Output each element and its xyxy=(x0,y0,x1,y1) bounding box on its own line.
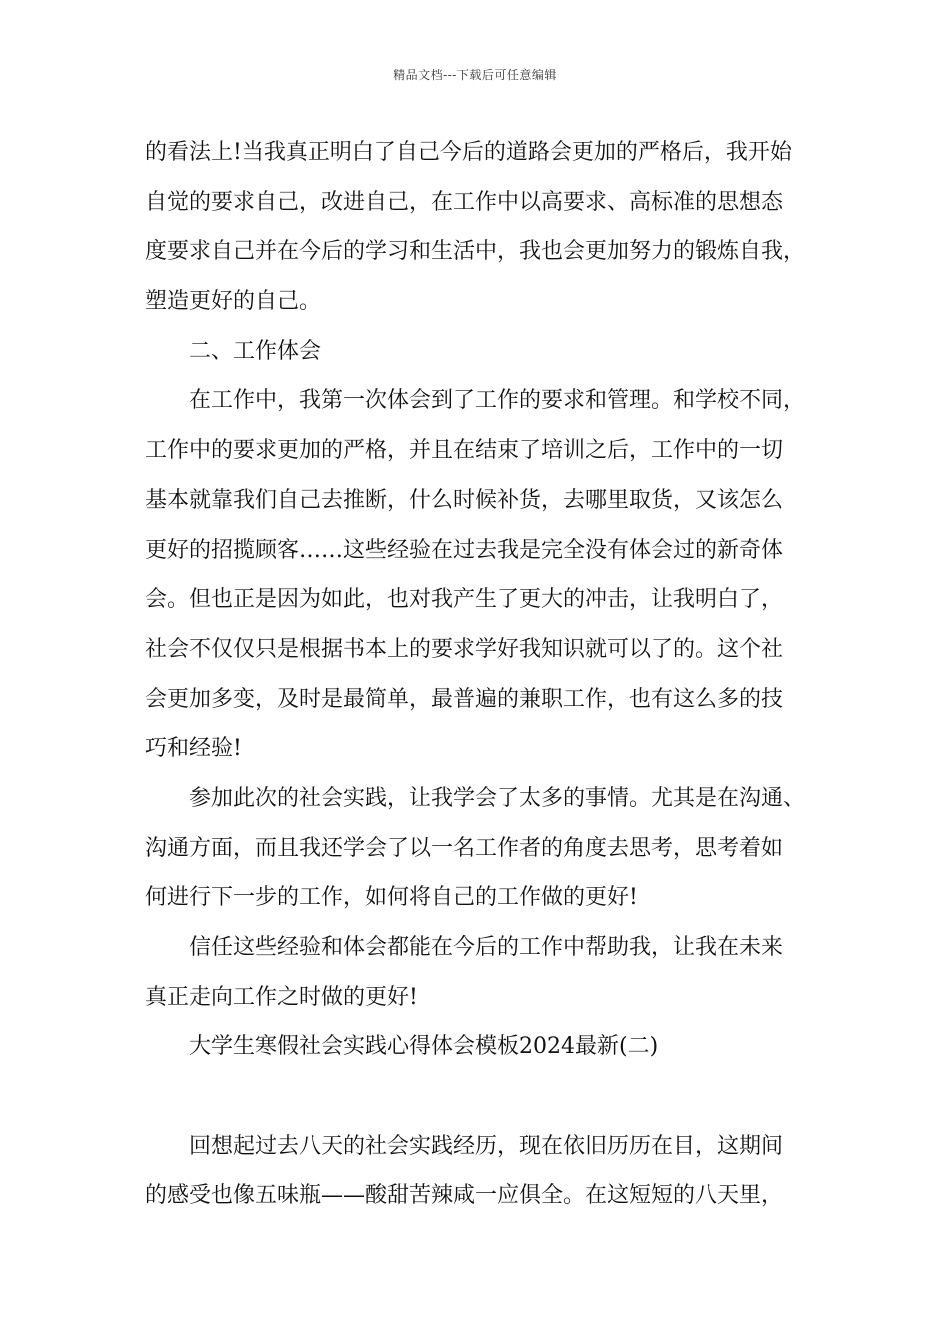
text-line: 二、工作体会 xyxy=(189,338,322,364)
document-body xyxy=(145,128,835,1221)
text-line: 更好的招揽顾客……这些经验在过去我是完全没有体会过的新奇体 xyxy=(145,537,784,563)
text-line: 会更加多变，及时是最简单，最普遍的兼职工作，也有这么多的技 xyxy=(145,686,784,712)
text-line: 工作中的要求更加的严格，并且在结束了培训之后，工作中的一切 xyxy=(145,438,784,464)
text-line: 真正走向工作之时做的更好! xyxy=(145,984,418,1010)
text-line: 塑造更好的自己。 xyxy=(145,289,322,315)
text-line: 的看法上!当我真正明白了自己今后的道路会更加的严格后，我开始 xyxy=(145,140,792,165)
text-line: 度要求自己并在今后的学习和生活中，我也会更加努力的锻炼自我， xyxy=(145,239,806,265)
text-line: 信任这些经验和体会都能在今后的工作中帮助我，让我在未来 xyxy=(189,935,784,960)
text-line: 大学生寒假社会实践心得体会模板2024最新(二) xyxy=(189,1034,659,1060)
text-line: 在工作中，我第一次体会到了工作的要求和管理。和学校不同， xyxy=(189,388,806,414)
text-line: 回想起过去八天的社会实践经历，现在依旧历历在目，这期间 xyxy=(189,1133,784,1159)
text-line: 沟通方面，而且我还学会了以一名工作者的角度去思考，思考着如 xyxy=(145,835,784,861)
text-line: 参加此次的社会实践，让我学会了太多的事情。尤其是在沟通、 xyxy=(189,785,806,811)
text-line: 的感受也像五味瓶——酸甜苦辣咸一应俱全。在这短短的八天里， xyxy=(145,1183,784,1209)
blank-line xyxy=(145,1072,835,1122)
text-line: 何进行下一步的工作，如何将自己的工作做的更好! xyxy=(145,885,638,911)
text-line: 社会不仅仅只是根据书本上的要求学好我知识就可以了的。这个社 xyxy=(145,636,784,662)
page-header: 精品文档---下载后可任意编辑 xyxy=(393,68,557,82)
text-line: 会。但也正是因为如此，也对我产生了更大的冲击，让我明白了， xyxy=(145,587,784,613)
text-line: 自觉的要求自己，改进自己，在工作中以高要求、高标准的思想态 xyxy=(145,189,784,215)
text-line: 基本就靠我们自己去推断，什么时候补货，去哪里取货，又该怎么 xyxy=(145,487,784,513)
text-line: 巧和经验! xyxy=(145,736,242,762)
